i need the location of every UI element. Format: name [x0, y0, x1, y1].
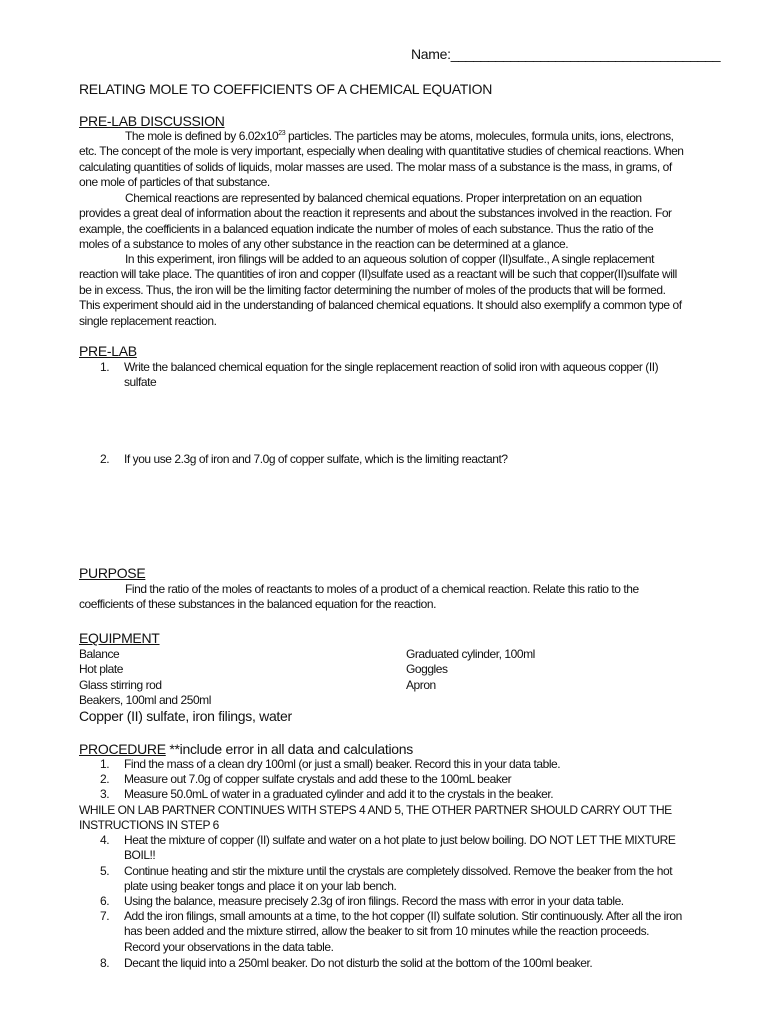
step-number: 8. [100, 956, 110, 970]
step-text: Find the mass of a clean dry 100ml (or just a small) beaker. Record this in your data table. [124, 757, 561, 771]
question-number: 1. [100, 360, 110, 374]
procedure-note: **include error in all data and calculations [165, 741, 413, 757]
equipment-item: Goggles [406, 662, 448, 677]
question-text: Write the balanced chemical equation for the single replacement reaction of solid iron with aqueous copper (II) sulfate [124, 360, 659, 390]
question-text: If you use 2.3g of iron and 7.0g of copper sulfate, which is the limiting reactant? [124, 452, 508, 466]
purpose-heading: PURPOSE [79, 565, 146, 581]
mole-definition-text: The mole is defined by 6.02x10 [125, 129, 279, 143]
step-number: 4. [100, 833, 110, 847]
materials-line: Copper (II) sulfate, iron filings, water [79, 708, 292, 724]
equipment-item: Glass stirring rod [79, 677, 162, 692]
equipment-item: Beakers, 100ml and 250ml [79, 693, 211, 708]
prelab-discussion-heading: PRE-LAB DISCUSSION [79, 113, 225, 129]
step-number: 7. [100, 909, 110, 923]
procedure-heading: PROCEDURE [79, 741, 166, 757]
step-text: Measure out 7.0g of copper sulfate crystals and add these to the 100mL beaker [124, 772, 512, 786]
equipment-item: Apron [406, 677, 436, 692]
step-number: 3. [100, 787, 110, 801]
step-text: Heat the mixture of copper (II) sulfate and water on a hot plate to just below boiling. DO NOT LET THE MIXTURE BOIL!! [124, 833, 676, 863]
equipment-list-left [79, 647, 379, 709]
step-number: 2. [100, 772, 110, 786]
step-number: 6. [100, 894, 110, 908]
document-title: RELATING MOLE TO COEFFICIENTS OF A CHEMICAL EQUATION [79, 81, 493, 97]
equipment-heading: EQUIPMENT [79, 630, 160, 646]
procedure-interlude: WHILE ON LAB PARTNER CONTINUES WITH STEPS 4 AND 5, THE OTHER PARTNER SHOULD CARRY OUT THE INSTRUCTIONS IN STEP 6 [79, 803, 672, 833]
exponent-superscript: 23 [278, 130, 286, 137]
step-text: Using the balance, measure precisely 2.3g of iron filings. Record the mass with error in your data table. [124, 894, 624, 908]
purpose-text: Find the ratio of the moles of reactants to moles of a product of a chemical reaction. Relate this ratio to the coefficients of these substances in the balanced equation for the reaction. [79, 582, 639, 612]
equipment-item: Balance [79, 647, 120, 661]
step-text: Measure 50.0mL of water in a graduated cylinder and add it to the crystals in the beaker. [124, 787, 554, 801]
prelab-heading: PRE-LAB [79, 343, 137, 359]
prelab-discussion-paragraph-1 [79, 129, 684, 191]
equipment-list-right [406, 647, 686, 693]
equipment-item: Graduated cylinder, 100ml [406, 647, 535, 661]
step-number: 1. [100, 757, 110, 771]
name-field-label: Name:____________________________________ [411, 46, 721, 62]
step-number: 5. [100, 864, 110, 878]
prelab-discussion-paragraph-3: In this experiment, iron filings will be added to an aqueous solution of copper (II)sulfate., A single replacement reaction will take place. The quantities of iron and copper (II)sulfate used as a reactant will be such that copper(II)sulfate will be in excess. Thus, the iron will be the limiting factor determining the number of moles of the products that will be formed. This experiment should aid in the understanding of balanced chemical equations. It should also exemplify a common type of single replacement reaction. [79, 252, 682, 328]
step-text: Decant the liquid into a 250ml beaker. Do not disturb the solid at the bottom of the 100ml beaker. [124, 956, 593, 970]
procedure-heading-line [79, 741, 413, 757]
equipment-item: Hot plate [79, 662, 123, 677]
question-number: 2. [100, 452, 110, 466]
prelab-discussion-paragraph-2: Chemical reactions are represented by balanced chemical equations. Proper interpretation on an equation provides a great deal of information about the reaction it represents and about the substances involved in the reaction. For example, the coefficients in a balanced equation indicate the number of moles of each substance. Thus the ratio of the moles of a substance to moles of any other substance in the reaction can be determined at a glance. [79, 191, 672, 252]
step-text: Continue heating and stir the mixture until the crystals are completely dissolved. Remove the beaker from the hot plate using beaker tongs and place it on your lab bench. [124, 864, 673, 894]
step-text: Add the iron filings, small amounts at a time, to the hot copper (II) sulfate solution. Stir continuously. After all the iron has been added and the mixture stirred, allow the beaker to sit from 10 minutes while the reaction proceeds. Record your observations in the data table. [124, 909, 682, 954]
mole-concept-text: particles. The particles may be atoms, molecules, formula units, ions, electrons, etc. The concept of the mole is very important, especially when dealing with quantitative studies of chemical reactions. When calculating quantities of solids of liquids, molar masses are used. The molar mass of a substance is the mass, in grams, of one mole of particles of that substance. [79, 129, 684, 190]
